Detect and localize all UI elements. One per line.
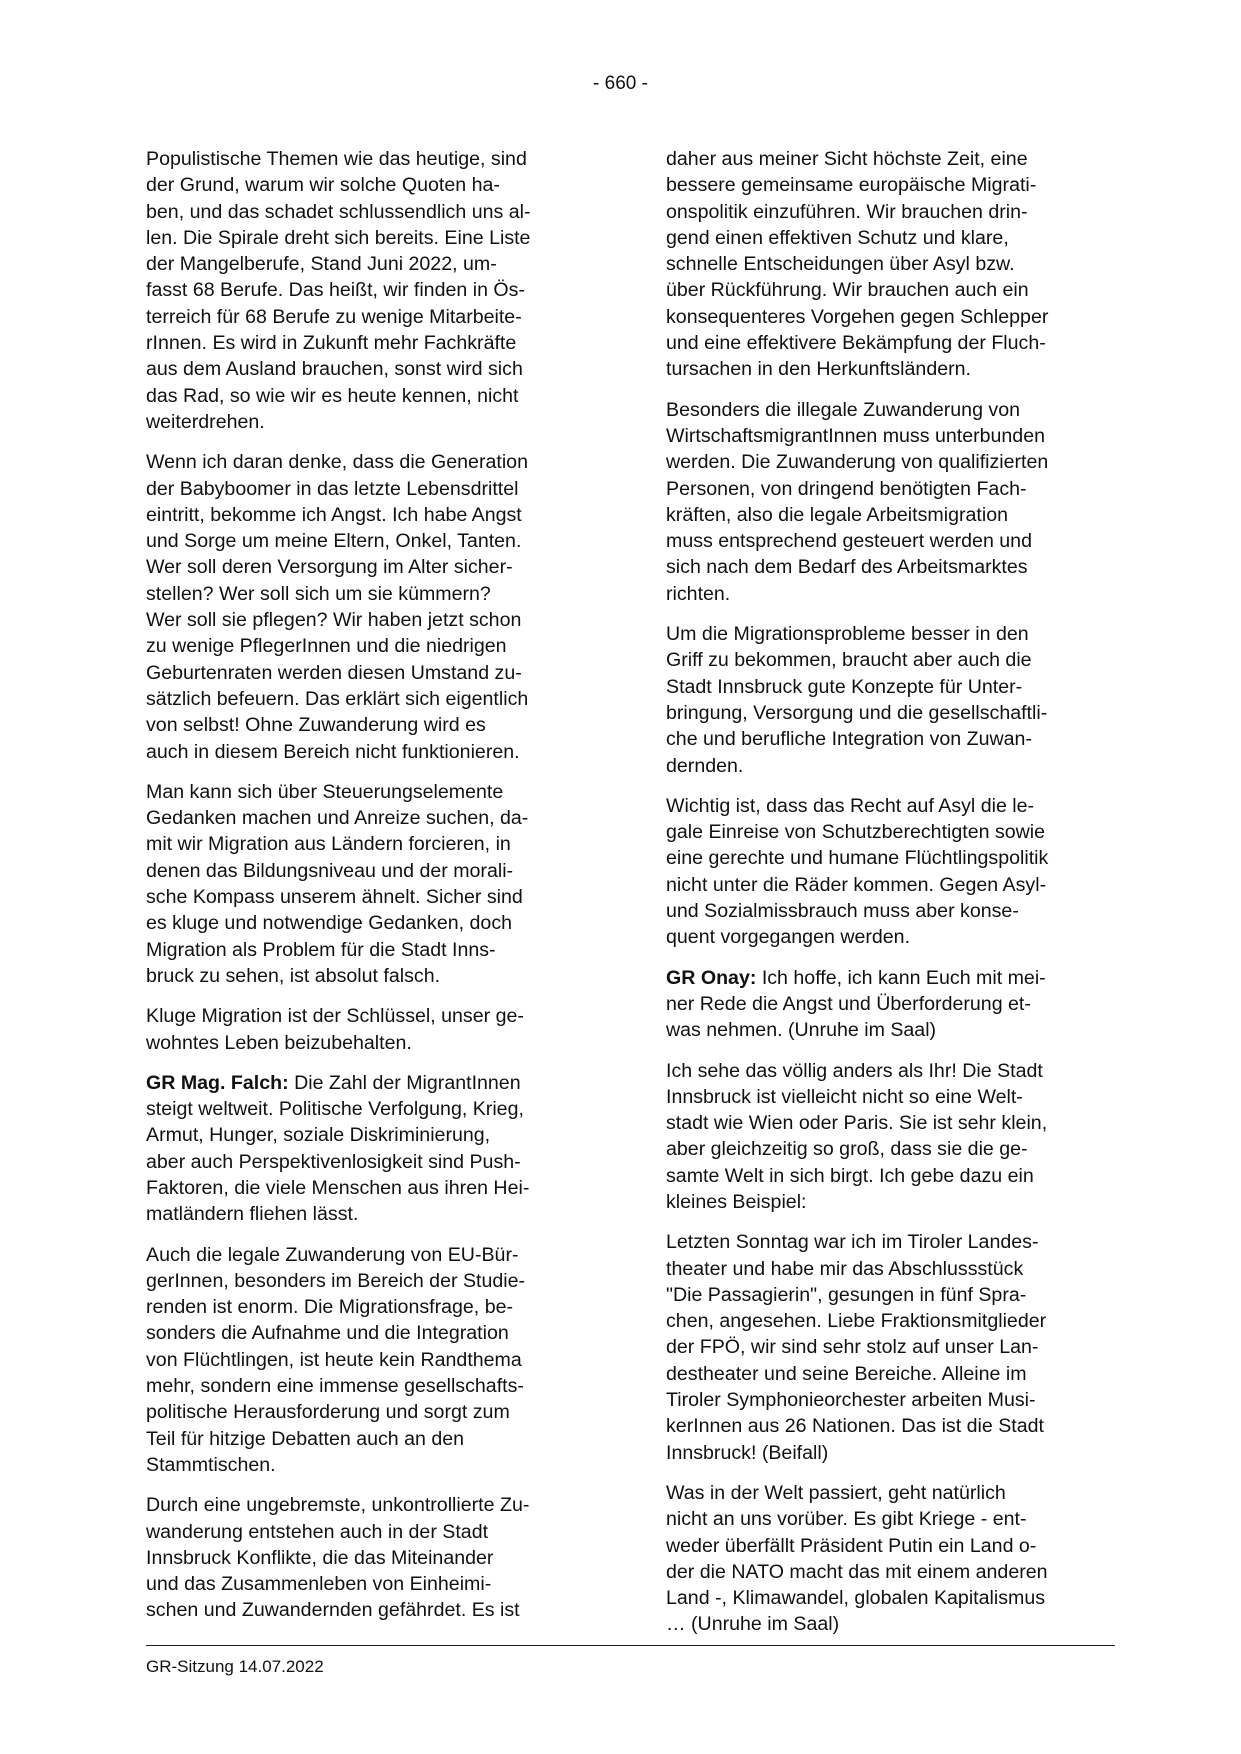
paragraph-text: Auch die legale Zuwanderung von EU-Bür- gerInnen, besonders im Bereich der Studie- renden ist enorm. Die Migrationsfrage, be- sonders die Aufnahme und die Integration von Flüchtlingen, ist heute kein Randthema mehr, sondern eine immense gesellschafts- politische Herausforderung und sorgt zum Teil für hitzige Debatten auch an den Stammtischen. <box>146 1243 526 1476</box>
paragraph-text: Um die Migrationsprobleme besser in den Griff zu bekommen, braucht aber auch die Stadt Innsbruck gute Konzepte für Unter- bringung, Versorgung und die gesellschaftli- che und berufliche Integration von Zuwan- dernden. <box>666 623 1048 777</box>
paragraph-text: Durch eine ungebremste, unkontrollierte Zu- wanderung entstehen auch in der Stadt Innsbruck Konflikte, die das Miteinander und das Zusammenleben von Einheimi- schen und Zuwandernden gefährdet. Es ist <box>146 1494 530 1622</box>
paragraph-text: daher aus meiner Sicht höchste Zeit, eine bessere gemeinsame europäische Migrati- onspolitik einzuführen. Wir brauchen drin- gend einen effektiven Schutz und klare, schnelle Entscheidungen über Asyl bzw. über Rückführung. Wir brauchen auch ein konsequenteres Vorgehen gegen Schlepper und eine effektivere Bekämpfung der Fluch- tursachen in den Herkunftsländern. <box>666 148 1049 381</box>
paragraph-text: Kluge Migration ist der Schlüssel, unser ge- wohntes Leben beizubehalten. <box>146 1005 524 1054</box>
paragraph <box>666 1480 1112 1638</box>
paragraph-text: Populistische Themen wie das heutige, sind der Grund, warum wir solche Quoten ha- ben, und das schadet schlussendlich uns al- len. Die Spirale dreht sich bereits. Eine Liste der Mangelberufe, Stand Juni 2022, um- fasst 68 Berufe. Das heißt, wir finden in Ös- terreich für 68 Berufe zu wenige Mitarbeite- rInnen. Es wird in Zukunft mehr Fachkräfte aus dem Ausland brauchen, sonst wird sich das Rad, so wie wir es heute kennen, nicht weiterdrehen. <box>146 148 531 433</box>
paragraph <box>666 146 1112 383</box>
paragraph-text: Ich sehe das völlig anders als Ihr! Die Stadt Innsbruck ist vielleicht nicht so eine Welt- stadt wie Wien oder Paris. Sie ist sehr klein, aber gleichzeitig so groß, dass sie die ge- samte Welt in sich birgt. Ich gebe dazu ein kleines Beispiel: <box>666 1059 1048 1213</box>
paragraph <box>146 1242 592 1479</box>
paragraph <box>146 1003 592 1056</box>
paragraph-text: Besonders die illegale Zuwanderung von WirtschaftsmigrantInnen muss unterbunden werden. Die Zuwanderung von qualifizierten Personen, von dringend benötigten Fach- kräften, also die legale Arbeitsmigration muss entsprechend gesteuert werden und sich nach dem Bedarf des Arbeitsmarktes richten. <box>666 398 1049 605</box>
paragraph <box>666 965 1112 1044</box>
paragraph-text: Wenn ich daran denke, dass die Generation der Babyboomer in das letzte Lebensdrittel eintritt, bekomme ich Angst. Ich habe Angst und Sorge um meine Eltern, Onkel, Tanten. Wer soll deren Versorgung im Alter sicher- stellen? Wer soll sich um sie kümmern? Wer soll sie pflegen? Wir haben jetzt schon zu wenige PflegerInnen und die niedrigen Geburtenraten werden diesen Umstand zu- sätzlich befeuern. Das erklärt sich eigentlich von selbst! Ohne Zuwanderung wird es auch in diesem Bereich nicht funktionieren. <box>146 451 529 763</box>
page-number: - 660 - <box>593 73 648 94</box>
paragraph <box>666 1229 1112 1466</box>
paragraph <box>666 621 1112 779</box>
speaker-name: GR Mag. Falch: <box>146 1071 289 1094</box>
paragraph-text: Man kann sich über Steuerungselemente Gedanken machen und Anreize suchen, da- mit wir Migration aus Ländern forcieren, in denen das Bildungsniveau und der morali- sche Kompass unserem ähnelt. Sicher sind es kluge und notwendige Gedanken, doch Migration als Problem für die Stadt Inns- bruck zu sehen, ist absolut falsch. <box>146 780 529 987</box>
paragraph <box>146 1070 592 1228</box>
paragraph-text: Die Zahl der MigrantInnen steigt weltweit. Politische Verfolgung, Krieg, Armut, Hunger, soziale Diskriminierung, aber auch Perspektivenlosigkeit sind Push- Faktoren, die viele Menschen aus ihren Hei- matländern fliehen lässt. <box>146 1071 530 1226</box>
paragraph-text: Was in der Welt passiert, geht natürlich nicht an uns vorüber. Es gibt Kriege - ent- weder überfällt Präsident Putin ein Land o- der die NATO macht das mit einem anderen Land -, Klimawandel, globalen Kapitalismus … (Unruhe im Saal) <box>666 1481 1048 1636</box>
paragraph <box>146 146 592 435</box>
paragraph-text: Letzten Sonntag war ich im Tiroler Landes- theater und habe mir das Abschlussstück "Die Passagierin", gesungen in fünf Spra- chen, angesehen. Liebe Fraktionsmitglieder der FPÖ, wir sind sehr stolz auf unser Lan- destheater und seine Bereiche. Alleine im Tiroler Symphonieorchester arbeiten Musi- kerInnen aus 26 Nationen. Das ist die Stadt Innsbruck! (Beifall) <box>666 1231 1047 1464</box>
paragraph <box>146 779 592 989</box>
footer-divider <box>146 1645 1115 1646</box>
paragraph <box>146 449 592 765</box>
paragraph-text: Wichtig ist, dass das Recht auf Asyl die le- gale Einreise von Schutzberechtigten sowie eine gerechte und humane Flüchtlingspolitik nicht unter die Räder kommen. Gegen Asyl- und Sozialmissbrauch muss aber konse- quent vorgegangen werden. <box>666 794 1049 949</box>
paragraph <box>146 1492 592 1623</box>
footer-session-date: GR-Sitzung 14.07.2022 <box>146 1657 324 1676</box>
speaker-name: GR Onay: <box>666 966 757 989</box>
left-column <box>146 146 592 1638</box>
paragraph <box>666 793 1112 951</box>
paragraph-text: Ich hoffe, ich kann Euch mit mei- ner Rede die Angst und Überforderung et- was nehmen. (Unruhe im Saal) <box>666 966 1046 1042</box>
paragraph <box>666 1058 1112 1216</box>
paragraph <box>666 397 1112 607</box>
right-column <box>666 146 1112 1652</box>
